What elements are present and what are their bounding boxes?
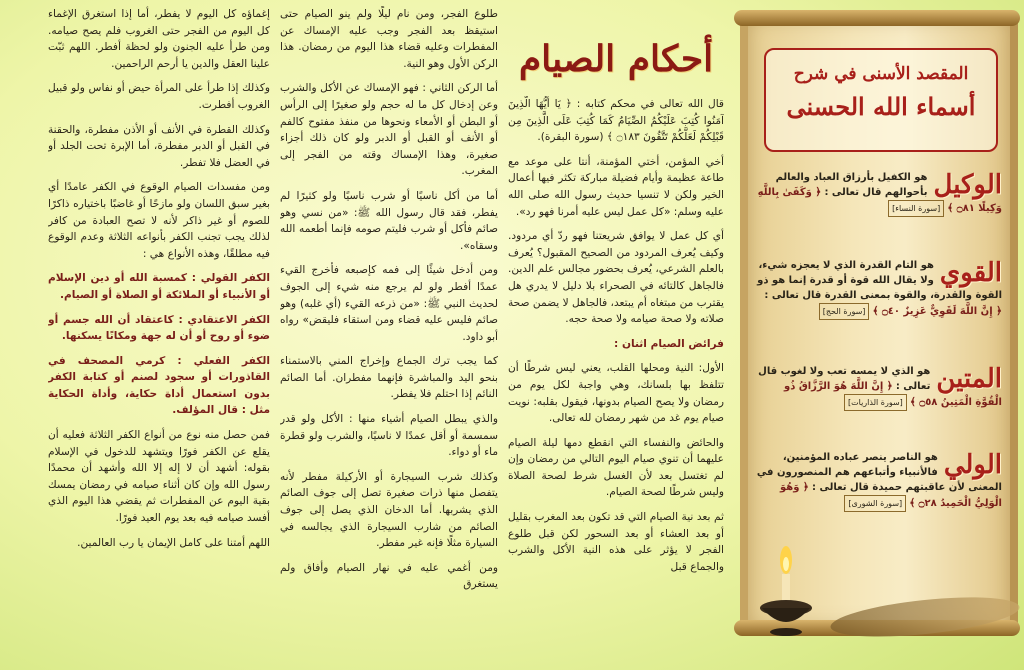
paragraph: الكفر القولي : كمسبة الله أو دين الإسلام أو الأنبياء أو الملائكة أو الصلاة أو الصيام. [48,272,270,301]
name-block-wali [756,450,1002,512]
name-title: المتين [936,364,1002,394]
name-verse: ﴿ إِنَّ اللَّهَ لَقَوِيٌّ عَزِيزٌ ۝٤٠ ﴾ [872,306,1002,317]
paragraph: ومن مفسدات الصيام الوقوع في الكفر عامدًا أي بغير سبق اللسان ولو مازحًا أو غاضبًا باختياره ذاكرًا للصوم أو غير ذاكر لأنه لا تصح العبادة من كافر لذلك يجب تجنب الكفر بأنواعه الثلاثة وعدم الوقوع فيه مطلقًا، وهذه الأنواع هي : [48,181,270,260]
name-verse: ﴿ وَكَفَىٰ بِاللَّهِ وَكِيلًا ۝٨١ ﴾ [757,187,1002,214]
name-block-matin [756,364,1002,411]
name-verse: ﴿ وَهُوَ الْوَلِيُّ الْحَمِيدُ ۝٢٨ ﴾ [780,482,1002,509]
paragraph: طلوع الفجر، ومن نام ليلًا ولم ينو الصيام حتى استيقظ بعد الفجر وجب عليه الإمساك عن المفطرات وعليه قضاء هذا اليوم من رمضان. هذا الركن الأول وهو النية. [280,8,498,70]
paragraph: ثم بعد نية الصيام التي قد تكون بعد المغرب بقليل أو بعد العشاء أو بعد السحور لكن قبل طلوع الفجر لا يؤثر على هذه النية الأكل والشرب والجماع قبل [508,511,724,573]
paragraph: الكفر الفعلي : كرمي المصحف في القاذورات أو سجود لصنم أو كتابة الكفر بدون استعمال أداة حكاية، وأداة الحكاية مثل : قال المؤلف. [48,354,270,417]
text-column-3 [48,6,270,666]
paragraph: ومن أغمي عليه في نهار الصيام وأفاق ولم يستغرق [280,561,498,591]
name-title: القوي [939,258,1002,288]
book-title-line2: أسماء الله الحسنى [786,92,976,121]
name-title: الولي [943,450,1002,480]
paragraph: والذي يبطل الصيام أشياء منها : الأكل ولو قدر سمسمة أو أقل عمدًا لا ناسيًا، والشرب ولو قطرة ماء أو دواء. [280,413,498,459]
name-description: هو الناصر ينصر عباده المؤمنين، فالأنبياء وأتباعهم هم المنصورون في المعنى لأن عاقبتهم حميدة قال تعالى : [756,452,1002,493]
paragraph: الأول: النية ومحلها القلب، يعني ليس شرطًا أن تتلفظ بها بلسانك، وهي واجبة لكل يوم من رمضان ولا يصح الصيام بدونها، فيقول بقلبه: نويت صيام يوم غد من شهر رمضان لله تعالى. [508,362,724,425]
surah-reference: [سورة الشورى] [844,495,906,512]
text-column-2 [280,6,498,666]
surah-reference: [سورة الذاريات] [844,394,907,411]
paragraph: قال الله تعالى في محكم كتابه : ﴿ يَا أَيُّهَا الَّذِينَ آمَنُوا كُتِبَ عَلَيْكُمُ الصِّيَامُ كَمَا كُتِبَ عَلَى الَّذِينَ مِن قَبْلِكُمْ لَعَلَّكُمْ تَتَّقُونَ ۝١٨٣ ﴾ (سورة البقرة). [508,98,724,144]
paragraph: والحائض والنفساء التي انقطع دمها ليلة الصيام عليهما أن تنوي صيام اليوم التالي من رمضان وإن لم تغتسل بعد لأن الغسل شرط لصحة الصلاة وليس شرطًا لصحة الصيام. [508,436,724,499]
name-title: الوكيل [933,170,1002,200]
paragraph: وكذلك القطرة في الأنف أو الأذن مفطرة، والحقنة في القبل أو الدبر مفطرة، أما الإبرة تحت الجلد أو في العضل فلا تفطر. [48,123,270,169]
paragraph: ومن أدخل شيئًا إلى فمه كإصبعه فأخرج القيء عمدًا أفطر ولو لم يرجع منه شيء إلى الجوف لحديث النبي ﷺ: «من ذرعه القيء (أي غلبه) وهو صائم فليس عليه قضاء ومن استقاء فليقض» رواه أبو داود. [280,264,498,343]
paragraph: اللهم أمتنا على كامل الإيمان يا رب العالمين. [77,536,270,549]
surah-reference: [سورة الحج] [819,303,870,320]
name-description: هو الكفيل بأرزاق العباد والعالم بأحوالهم قال تعالى : [775,172,928,198]
section-heading: فرائض الصيام اثنان : [614,337,724,350]
paragraph: كما يجب ترك الجماع وإخراج المني بالاستمناء بنحو اليد والمباشرة فإنهما مفطران. أما الصائم النائم إذا احتلم فلا يفطر. [280,355,498,401]
paragraph: الكفر الاعتقادي : كاعتقاد أن الله جسم أو ضوء أو روح أو أن له جهة ومكانًا يسكنها. [48,313,270,343]
name-verse: ﴿ إِنَّ اللَّهَ هُوَ الرَّزَّاقُ ذُو الْقُوَّةِ الْمَتِينُ ۝٥٨ ﴾ [783,381,1002,408]
paragraph: وكذلك شرب السيجارة أو الأركيلة مفطر لأنه يتفصل منها ذرات صغيرة تصل إلى جوف الصائم الذي يشربها. أما الدخان الذي يصل إلى جوف الصائم من شارب السيجارة الذي يجالسه في السيارة مثلًا فإنه غير مفطر. [280,470,498,550]
paragraph: وكذلك إذا طرأ على المرأة حيض أو نفاس ولو قبيل الغروب أفطرت. [48,82,270,111]
page-title: أحكام الصيام [518,38,714,80]
paragraph: أما من أكل ناسيًا أو شرب ناسيًا ولو كثيرًا لم يفطر، فقد قال رسول الله ﷺ: «من نسي وهو صائم فأكل أو شرب فليتم صومه فإنما أطعمه الله وسقاه». [280,189,498,252]
scroll-top-rod [734,10,1020,26]
paragraph: إغماؤه كل اليوم لا يفطر، أما إذا استغرق الإغماء كل اليوم من الفجر حتى الغروب فلم يصح صيامه. ومن طرأ عليه الجنون ولو لحظة أفطر. اللهم ثبّت علينا العقل والدين يا أرحم الراحمين. [48,8,270,70]
oil-lamp-icon [752,540,822,640]
paragraph: فمن حصل منه نوع من أنواع الكفر الثلاثة فعليه أن يقلع عن الكفر فورًا ويتشهد للدخول في الإسلام بقوله: أشهد أن لا إله إلا الله وأشهد أن محمدًا رسول الله وإن كان أثناء صيامه في رمضان يمسك بقية اليوم عن المفطرات ثم يقضي هذا اليوم الذي أفسد صيامه فيه بعد يوم العيد فورًا. [48,429,270,525]
book-title-line1: المقصد الأسنى في شرح [793,64,969,84]
name-description: هو الذي لا يمسه تعب ولا لغوب قال تعالى : [758,366,931,392]
name-block-qawi [756,258,1002,320]
name-description: هو التام القدرة الذي لا يعجزه شيء، ولا يقال الله قوة أو قدرة إنما هو ذو القوة والقدرة، والقوة بمعنى القدرة قال تعالى : [757,260,1002,301]
text-column-1 [508,96,724,666]
surah-reference: [سورة النساء] [888,200,944,217]
paragraph: أما الركن الثاني : فهو الإمساك عن الأكل والشرب وعن إدخال كل ما له حجم ولو صغيرًا إلى الرأس أو البطن أو الأمعاء ونحوها من منفذ مفتوح كالفم أو الأنف أو القبل أو الدبر ولو كان ذلك أجزاء صغيرة، وهذا الإمساك وقته من الفجر إلى المغرب. [280,82,498,178]
paragraph: أي كل عمل لا يوافق شريعتنا فهو ردّ أي مردود. وكيف يُعرف المردود من الصحيح المقبول؟ يُعرف بالعلم الشرعي، يُعرف بحضور مجالس علم الدين. فالجاهل كالتائه في الصحراء بلا دليل لا يدري هل يقترب من مبتغاه أم يبتعد، فالجاهل لا يضمن صحة صلاته ولا صحة صيامه ولا صحة حجه. [508,230,724,326]
book-title-frame [764,48,998,152]
name-block-wakil [756,170,1002,217]
paragraph: أخي المؤمن، أختي المؤمنة، أنتا على موعد مع طاعة عظيمة وأيام فضيلة مباركة تكثر فيها أعمال الخير ولكن لا تنسيا حديث رسول الله صلى الله عليه وسلم: «كل عمل ليس عليه أمرنا فهو رد». [508,155,724,218]
names-scroll-panel [740,18,1018,628]
